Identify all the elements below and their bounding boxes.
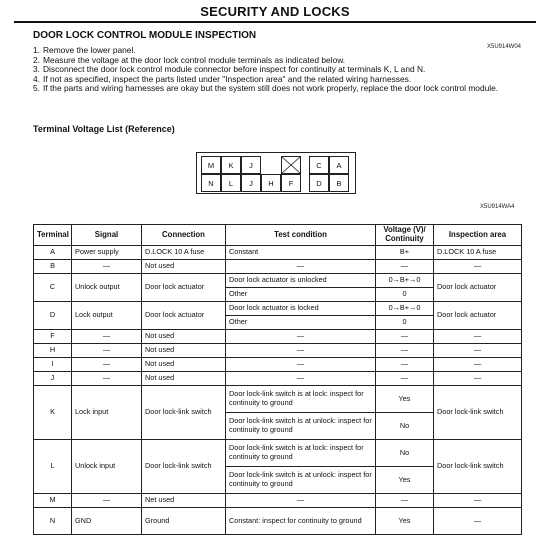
value-cell: — — [376, 358, 434, 372]
inspection-cell: — — [434, 260, 522, 274]
signal-cell: — — [72, 494, 142, 508]
connector-pin: M — [201, 156, 221, 174]
connector-pin: A — [329, 156, 349, 174]
table-row — [34, 358, 522, 372]
value-cell: 0 — [376, 288, 434, 302]
connection-cell: Door lock-link switch — [142, 386, 226, 440]
connector-pin: C — [309, 156, 329, 174]
condition-cell: — — [226, 358, 376, 372]
connection-cell: Not used — [142, 260, 226, 274]
header-rule — [14, 21, 536, 23]
terminal-cell: I — [34, 358, 72, 372]
inspection-cell: — — [434, 372, 522, 386]
connector-pin: J — [241, 174, 261, 192]
connector-pin: K — [221, 156, 241, 174]
table-row — [34, 344, 522, 358]
connection-cell: Door lock actuator — [142, 274, 226, 302]
signal-cell: — — [72, 372, 142, 386]
signal-cell: — — [72, 330, 142, 344]
column-header: Connection — [142, 225, 226, 246]
terminal-cell: H — [34, 344, 72, 358]
step-item — [33, 84, 513, 94]
value-cell: — — [376, 494, 434, 508]
table-row — [34, 260, 522, 274]
condition-cell: — — [226, 344, 376, 358]
table-row — [34, 440, 522, 467]
column-header: Terminal — [34, 225, 72, 246]
condition-cell: Door lock actuator is unlocked — [226, 274, 376, 288]
value-cell: 0→B+→0 — [376, 274, 434, 288]
value-cell: — — [376, 330, 434, 344]
condition-cell: Constant: inspect for continuity to ground — [226, 508, 376, 535]
condition-cell: Other — [226, 288, 376, 302]
connection-cell: Not used — [142, 330, 226, 344]
terminal-list-title: Terminal Voltage List (Reference) — [33, 124, 175, 134]
signal-cell: Power supply — [72, 246, 142, 260]
inspection-steps — [33, 46, 513, 94]
connector-blank-pin — [281, 156, 301, 174]
condition-cell: Door lock-link switch is at lock: inspect for continuity to ground — [226, 440, 376, 467]
step-text: If not as specified, inspect the parts listed under "Inspection area" and the related wiring harnesses. — [43, 73, 412, 84]
inspection-cell: — — [434, 494, 522, 508]
condition-cell: Door lock-link switch is at unlock: inspect for continuity to ground — [226, 467, 376, 494]
table-row — [34, 494, 522, 508]
connection-cell: Not used — [142, 372, 226, 386]
connection-cell: Door lock-link switch — [142, 440, 226, 494]
terminal-cell: J — [34, 372, 72, 386]
connection-cell: Door lock actuator — [142, 302, 226, 330]
terminal-cell: K — [34, 386, 72, 440]
value-cell: — — [376, 260, 434, 274]
value-cell: — — [376, 344, 434, 358]
signal-cell: — — [72, 358, 142, 372]
signal-cell: Lock input — [72, 386, 142, 440]
section-title: DOOR LOCK CONTROL MODULE INSPECTION — [33, 30, 257, 41]
step-text: If the parts and wiring harnesses are okay but the system still does not work properly, replace the door lock control module. — [43, 83, 499, 94]
condition-cell: Constant — [226, 246, 376, 260]
value-cell: Yes — [376, 508, 434, 535]
signal-cell: — — [72, 344, 142, 358]
table-row — [34, 386, 522, 413]
terminal-voltage-table — [33, 224, 522, 535]
connection-cell: Not used — [142, 344, 226, 358]
inspection-cell: Door lock-link switch — [434, 440, 522, 494]
value-cell: No — [376, 440, 434, 467]
table-row — [34, 274, 522, 288]
connector-pin: D — [309, 174, 329, 192]
column-header: Signal — [72, 225, 142, 246]
connection-cell: Net used — [142, 494, 226, 508]
inspection-cell: — — [434, 358, 522, 372]
table-row — [34, 246, 522, 260]
signal-cell: — — [72, 260, 142, 274]
connector-pin: L — [221, 174, 241, 192]
value-cell: B+ — [376, 246, 434, 260]
step-text: Measure the voltage at the door lock control module terminals as indicated below. — [43, 54, 346, 65]
table-row — [34, 330, 522, 344]
figure-code: X5U914W04 — [487, 44, 522, 50]
value-cell: No — [376, 413, 434, 440]
inspection-cell: Door lock actuator — [434, 302, 522, 330]
step-number: 3. — [33, 64, 40, 75]
column-header: Voltage (V)/ Continuity — [376, 225, 434, 246]
connector-pin: F — [281, 174, 301, 192]
condition-cell: Door lock actuator is locked — [226, 302, 376, 316]
inspection-cell: Door lock actuator — [434, 274, 522, 302]
terminal-cell: C — [34, 274, 72, 302]
table-row — [34, 302, 522, 316]
terminal-cell: A — [34, 246, 72, 260]
terminal-cell: N — [34, 508, 72, 535]
condition-cell: Door lock-link switch is at unlock: inspect for continuity to ground — [226, 413, 376, 440]
connector-pin: H — [261, 174, 281, 192]
condition-cell: — — [226, 330, 376, 344]
connector-diagram — [196, 152, 356, 194]
signal-cell: GND — [72, 508, 142, 535]
terminal-cell: F — [34, 330, 72, 344]
terminal-cell: B — [34, 260, 72, 274]
signal-cell: Unlock input — [72, 440, 142, 494]
step-number: 4. — [33, 73, 40, 84]
inspection-cell: — — [434, 508, 522, 535]
signal-cell: Lock output — [72, 302, 142, 330]
inspection-cell: D.LOCK 10 A fuse — [434, 246, 522, 260]
condition-cell: Other — [226, 316, 376, 330]
table-row — [34, 372, 522, 386]
figure-code: X5U914WA4 — [480, 204, 515, 210]
step-number: 5. — [33, 83, 40, 94]
value-cell: Yes — [376, 467, 434, 494]
value-cell: Yes — [376, 386, 434, 413]
terminal-cell: L — [34, 440, 72, 494]
inspection-cell: — — [434, 330, 522, 344]
signal-cell: Unlock output — [72, 274, 142, 302]
value-cell: 0 — [376, 316, 434, 330]
connector-pin: N — [201, 174, 221, 192]
step-text: Remove the lower panel. — [43, 45, 136, 55]
column-header: Inspection area — [434, 225, 522, 246]
blank-pin-cross-icon — [282, 157, 300, 173]
value-cell: — — [376, 372, 434, 386]
step-text: Disconnect the door lock control module connector before inspect for continuity at terminals K, L and N. — [43, 64, 426, 75]
condition-cell: — — [226, 260, 376, 274]
table-header-row — [34, 225, 522, 246]
terminal-cell: M — [34, 494, 72, 508]
step-number: 2. — [33, 54, 40, 65]
inspection-cell: Door lock-link switch — [434, 386, 522, 440]
connection-cell: Not used — [142, 358, 226, 372]
column-header: Test condition — [226, 225, 376, 246]
connector-pin: J — [241, 156, 261, 174]
connection-cell: Ground — [142, 508, 226, 535]
condition-cell: — — [226, 494, 376, 508]
terminal-cell: D — [34, 302, 72, 330]
value-cell: 0→B+→0 — [376, 302, 434, 316]
connection-cell: D.LOCK 10 A fuse — [142, 246, 226, 260]
table-row — [34, 508, 522, 535]
condition-cell: — — [226, 372, 376, 386]
inspection-cell: — — [434, 344, 522, 358]
condition-cell: Door lock-link switch is at lock: inspect for continuity to ground — [226, 386, 376, 413]
connector-pin: B — [329, 174, 349, 192]
step-number: 1. — [33, 45, 40, 55]
page-title: SECURITY AND LOCKS — [200, 4, 350, 19]
